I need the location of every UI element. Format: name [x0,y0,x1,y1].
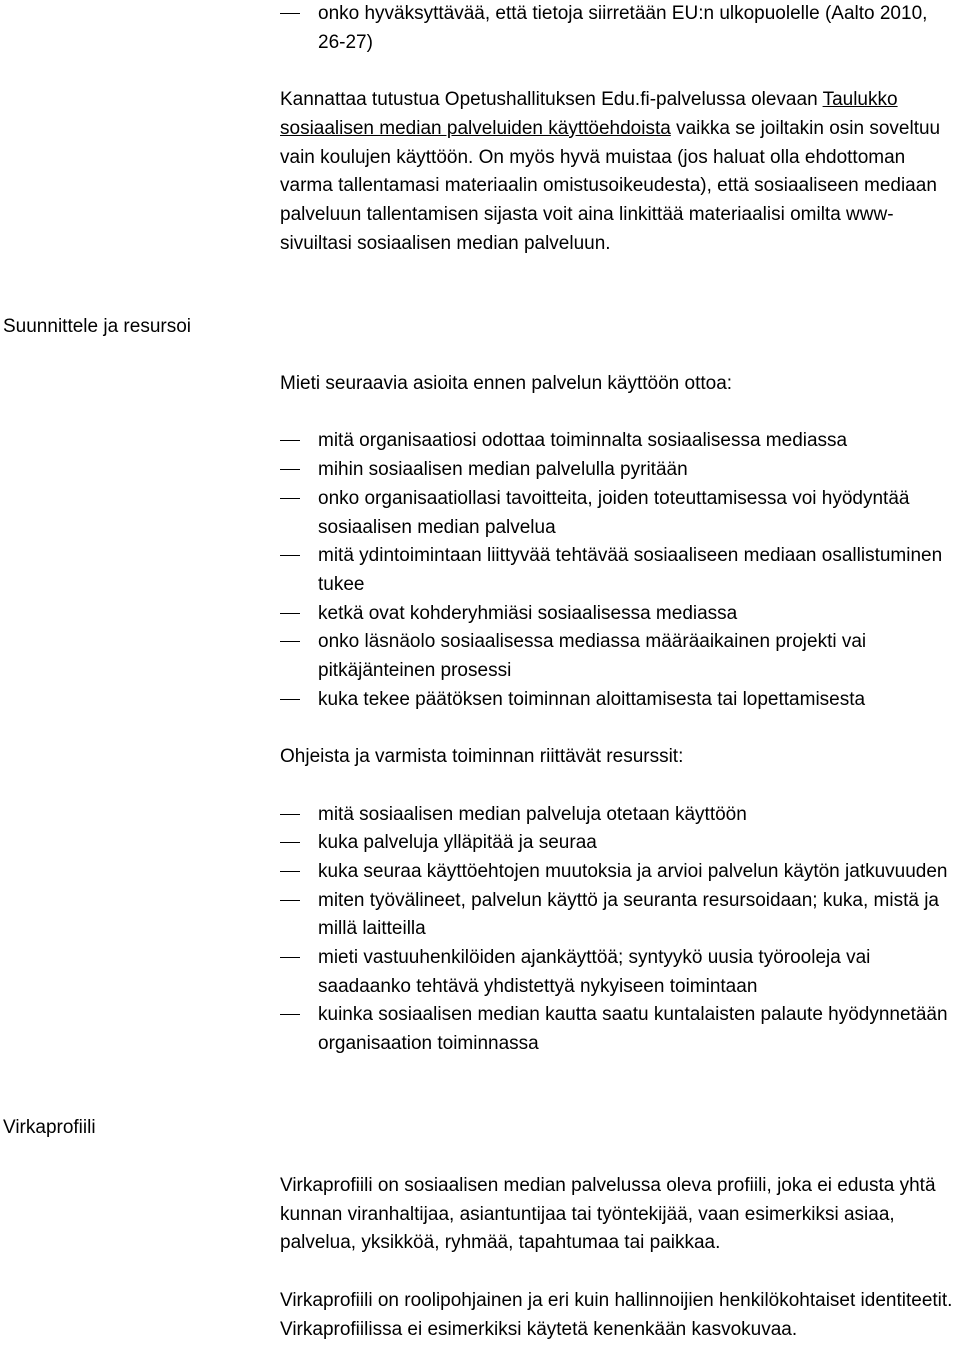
section-heading-plan: Suunnittele ja resursoi [3,316,191,337]
plan-questions-list [280,427,955,714]
dash-bullet-icon [280,900,300,901]
list-item: mieti vastuuhenkilöiden ajankäyttöä; syntyykö uusia työrooleja vai saadaanko tehtävä yhdistettyä nykyiseen toimintaan [280,944,955,1001]
dash-bullet-icon [280,842,300,843]
profile-paragraph-1: Virkaprofiili on sosiaalisen median palvelussa oleva profiili, joka ei edusta yhtä kunnan viranhaltijaa, asiantuntijaa tai työntekijää, vaan esimerkiksi asiaa, palvelua, yksikköä, ryhmää, tapahtumaa tai paikkaa. [280,1175,936,1254]
list-item: kuka palveluja ylläpitää ja seuraa [280,829,955,858]
dash-bullet-icon [280,641,300,642]
list-item: onko läsnäolo sosiaalisessa mediassa määräaikainen projekti vai pitkäjänteinen prosessi [280,628,955,685]
dash-bullet-icon [280,613,300,614]
top-section [280,0,955,258]
profile-paragraph-2: Virkaprofiili on roolipohjainen ja eri kuin hallinnoijien henkilökohtaiset identiteetit. Virkaprofiilissa ei esimerkiksi käytetä kenenkään kasvokuvaa. [280,1289,953,1340]
resources-list [280,801,955,1059]
list-item: mitä sosiaalisen median palveluja otetaan käyttöön [280,801,955,830]
dash-bullet-icon [280,957,300,958]
list-item: onko organisaatiollasi tavoitteita, joiden toteuttamisessa voi hyödyntää sosiaalisen median palvelua [280,485,955,542]
dash-bullet-icon [280,498,300,499]
list-item: kuka seuraa käyttöehtojen muutoksia ja arvioi palvelun käytön jatkuvuuden [280,858,955,887]
dash-bullet-icon [280,440,300,441]
dash-bullet-icon [280,871,300,872]
list-item: onko hyväksyttävää, että tietoja siirretään EU:n ulkopuolelle (Aalto 2010, 26-27) [280,0,955,57]
list-item: kuka tekee päätöksen toiminnan aloittamisesta tai lopettamisesta [280,686,955,715]
dash-bullet-icon [280,13,300,14]
terms-table-link[interactable]: Taulukko sosiaalisen median palveluiden käyttöehdoista [280,89,898,139]
list-item: mitä ydintoimintaan liittyvää tehtävää sosiaaliseen mediaan osallistuminen tukee [280,542,955,599]
dash-bullet-icon [280,1014,300,1015]
plan-section [280,370,955,1088]
dash-bullet-icon [280,469,300,470]
carryover-list [280,0,955,57]
plan-intro: Mieti seuraavia asioita ennen palvelun käyttöön ottoa: [280,373,733,394]
list-item: mitä organisaatiosi odottaa toiminnalta sosiaalisessa mediassa [280,427,955,456]
edu-fi-paragraph: Kannattaa tutustua Opetushallituksen Edu.fi-palvelussa olevaan Taulukko sosiaalisen median palveluiden käyttöehdoista vaikka se joiltakin osin soveltuu vain koulujen käyttöön. On myös hyvä muistaa (jos haluat olla ehdottoman varma tallentamasi materiaalin omistusoikeudesta), että sosiaaliseen mediaan palveluun tallentamisen sijasta voit aina linkittää materiaalisi omilta www-sivuiltasi sosiaalisen median palveluun. [280,89,941,254]
list-item: kuinka sosiaalisen median kautta saatu kuntalaisten palaute hyödynnetään organisaation toiminnassa [280,1001,955,1058]
list-item: mihin sosiaalisen median palvelulla pyritään [280,456,955,485]
section-heading-profile: Virkaprofiili [3,1117,96,1138]
profile-section [280,1172,955,1344]
resources-intro: Ohjeista ja varmista toiminnan riittävät resurssit: [280,746,684,768]
dash-bullet-icon [280,814,300,815]
list-item: ketkä ovat kohderyhmiäsi sosiaalisessa mediassa [280,600,955,629]
list-item: miten työvälineet, palvelun käyttö ja seuranta resursoidaan; kuka, mistä ja millä laitteilla [280,887,955,944]
dash-bullet-icon [280,555,300,556]
dash-bullet-icon [280,699,300,700]
